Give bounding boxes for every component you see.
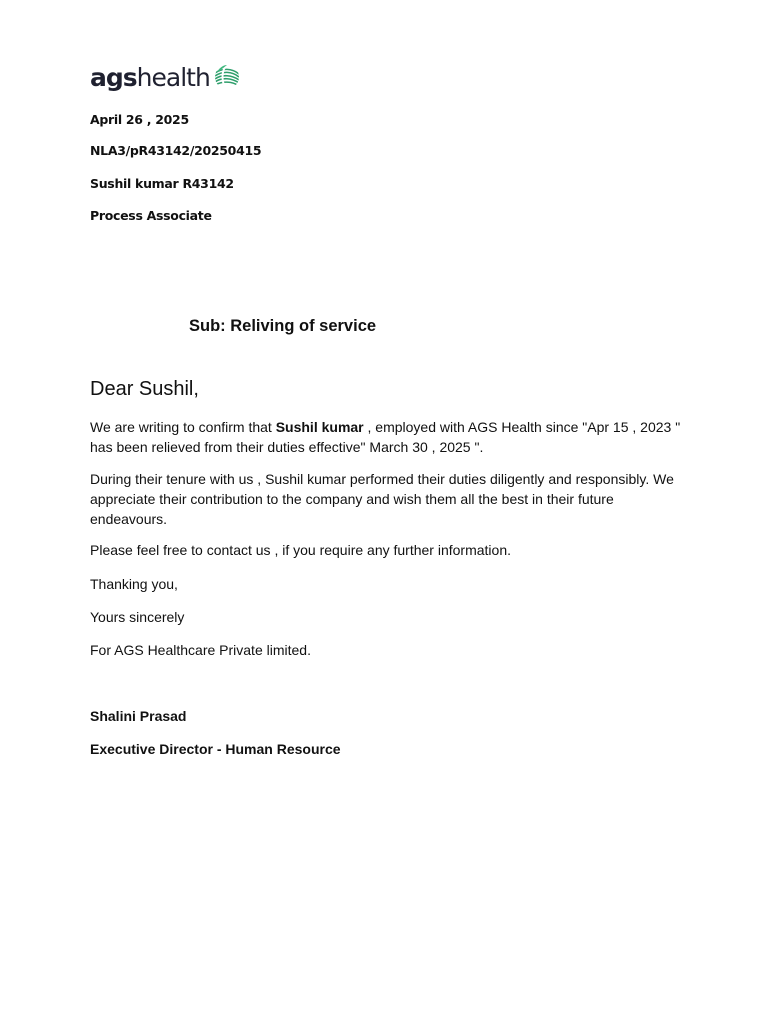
signatory-name: Shalini Prasad bbox=[90, 708, 187, 724]
employee-designation: Process Associate bbox=[90, 208, 212, 223]
letter-subject: Sub: Reliving of service bbox=[189, 317, 377, 335]
paragraph-tenure bbox=[90, 469, 690, 529]
paragraph-confirmation bbox=[90, 417, 690, 457]
paragraph-line: has been relieved from their duties effective" March 30 , 2025 ". bbox=[90, 439, 484, 455]
text-run: , employed with AGS Health since "Apr 15 , 2023 " bbox=[363, 419, 681, 435]
employee-name-id: Sushil kumar R43142 bbox=[90, 176, 234, 191]
greeting: Dear Sushil, bbox=[90, 378, 199, 400]
logo-text-regular: health bbox=[136, 62, 210, 92]
company-logo bbox=[90, 62, 240, 92]
paragraph-line: endeavours. bbox=[90, 511, 168, 527]
ags-leaf-sphere-icon bbox=[214, 64, 240, 90]
paragraph-company: For AGS Healthcare Private limited. bbox=[90, 642, 311, 658]
signatory-title: Executive Director - Human Resource bbox=[90, 741, 341, 757]
paragraph-closing: Yours sincerely bbox=[90, 609, 185, 625]
paragraph-line: During their tenure with us , Sushil kumar performed their duties diligently and responsibly. We bbox=[90, 471, 674, 487]
paragraph-contact: Please feel free to contact us , if you require any further information. bbox=[90, 542, 511, 558]
logo-text-bold: ags bbox=[90, 62, 137, 92]
paragraph-thanks: Thanking you, bbox=[90, 576, 178, 592]
paragraph-line: appreciate their contribution to the company and wish them all the best in their future bbox=[90, 491, 614, 507]
paragraph-line bbox=[90, 417, 690, 437]
letter-date: April 26 , 2025 bbox=[90, 112, 189, 127]
text-run: We are writing to confirm that bbox=[90, 419, 276, 435]
employee-name-bold: Sushil kumar bbox=[275, 419, 364, 435]
reference-number: NLA3/pR43142/20250415 bbox=[90, 143, 262, 158]
